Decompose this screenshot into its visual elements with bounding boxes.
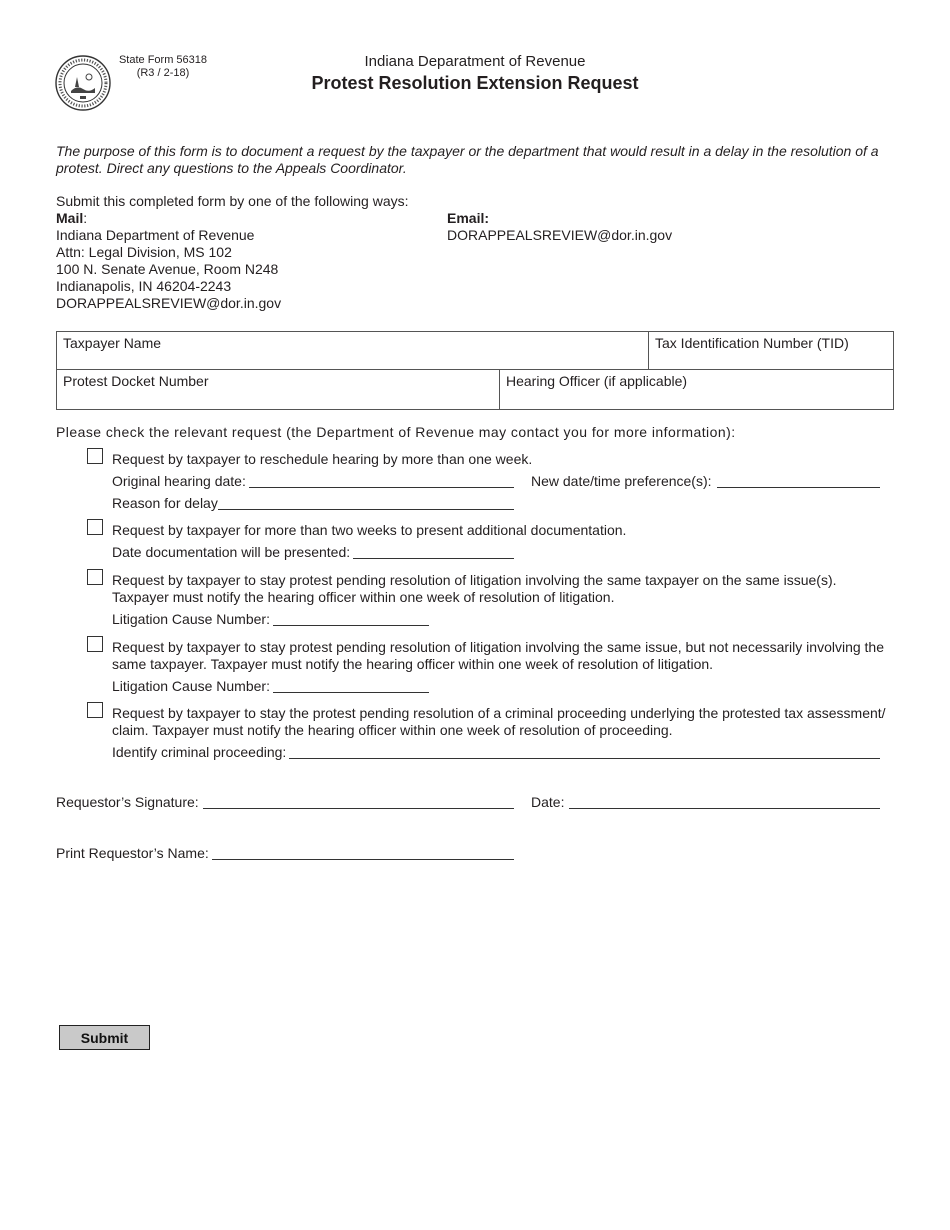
criminal-proceeding-input[interactable] [289, 744, 880, 759]
litigation-cause-number-label: Litigation Cause Number: [112, 611, 270, 627]
docket-number-label: Protest Docket Number [63, 373, 209, 389]
mail-address-block [56, 210, 281, 312]
tid-field[interactable] [649, 332, 893, 370]
mail-line: Indianapolis, IN 46204-2243 [56, 278, 232, 294]
form-title: Protest Resolution Extension Request [311, 73, 639, 93]
option-documentation-checkbox[interactable] [87, 519, 103, 535]
print-name-input[interactable] [212, 845, 514, 860]
mail-line: Attn: Legal Division, MS 102 [56, 244, 232, 260]
option-criminal-proceeding-text: Request by taxpayer to stay the protest pending resolution of a criminal proceeding underlying the protested tax assessment/ claim. Taxpayer must notify the hearing officer within one week of resolution of proceeding. [112, 705, 886, 738]
form-revision: (R3 / 2-18) [136, 67, 190, 79]
option-reschedule-text: Request by taxpayer to reschedule hearing by more than one week. [112, 451, 533, 467]
print-name-label: Print Requestor’s Name: [56, 845, 209, 861]
taxpayer-name-label: Taxpayer Name [63, 335, 162, 351]
original-hearing-date-label: Original hearing date: [112, 473, 246, 489]
date-label: Date: [531, 794, 565, 810]
hearing-officer-label: Hearing Officer (if applicable) [506, 373, 688, 389]
criminal-proceeding-label: Identify criminal proceeding: [112, 744, 287, 760]
agency-name: Indiana Deparatment of Revenue [364, 53, 586, 70]
option-criminal-proceeding-checkbox[interactable] [87, 702, 103, 718]
option-reschedule-checkbox[interactable] [87, 448, 103, 464]
taxpayer-info-table [56, 331, 894, 410]
form-number: State Form 56318 [118, 54, 208, 66]
email-label: Email: [447, 210, 490, 226]
submission-intro: Submit this completed form by one of the following ways: [56, 193, 409, 209]
mail-line: Indiana Department of Revenue [56, 227, 255, 243]
hearing-officer-field[interactable] [500, 370, 893, 409]
docket-number-field[interactable] [57, 370, 500, 409]
signature-input[interactable] [203, 794, 514, 809]
date-input[interactable] [569, 794, 880, 809]
original-hearing-date-input[interactable] [249, 473, 514, 488]
mail-label: Mail [56, 210, 84, 226]
option-litigation-same-issue-checkbox[interactable] [87, 636, 103, 652]
email-address: DORAPPEALSREVIEW@dor.in.gov [447, 227, 673, 243]
documentation-date-input[interactable] [353, 544, 514, 559]
option-litigation-same-issue-text: Request by taxpayer to stay protest pending resolution of litigation involving the same issue, but not necessarily involving the same taxpayer. Taxpayer must notify the hearing officer within one week of resolution of litigation. [112, 639, 884, 672]
documentation-date-label: Date documentation will be presented: [112, 544, 351, 560]
tid-label: Tax Identification Number (TID) [655, 335, 849, 351]
litigation-cause-number-label: Litigation Cause Number: [112, 678, 270, 694]
submit-button[interactable]: Submit [59, 1025, 150, 1050]
litigation-cause-number-input[interactable] [273, 611, 429, 626]
new-date-preference-input[interactable] [717, 473, 880, 488]
signature-label: Requestor’s Signature: [56, 794, 199, 810]
mail-line: 100 N. Senate Avenue, Room N248 [56, 261, 279, 277]
request-instruction: Please check the relevant request (the Department of Revenue may contact you for more information): [56, 424, 736, 440]
mail-label-colon: : [83, 210, 88, 226]
option-litigation-same-taxpayer-text: Request by taxpayer to stay protest pending resolution of litigation involving the same taxpayer on the same issue(s). Taxpayer must notify the hearing officer within one week of resolution of litigation. [112, 572, 837, 605]
litigation-cause-number-input[interactable] [273, 678, 429, 693]
reason-for-delay-label: Reason for delay [112, 495, 218, 511]
mail-line: DORAPPEALSREVIEW@dor.in.gov [56, 295, 282, 311]
option-documentation-text: Request by taxpayer for more than two weeks to present additional documentation. [112, 522, 627, 538]
taxpayer-name-field[interactable] [57, 332, 649, 370]
email-block [447, 210, 672, 244]
reason-for-delay-input[interactable] [218, 495, 514, 510]
option-litigation-same-taxpayer-checkbox[interactable] [87, 569, 103, 585]
purpose-statement: The purpose of this form is to document a request by the taxpayer or the department that would result in a delay in the resolution of a protest. Direct any questions to the Appeals Coordinator. [56, 143, 879, 176]
new-date-preference-label: New date/time preference(s): [531, 473, 712, 489]
